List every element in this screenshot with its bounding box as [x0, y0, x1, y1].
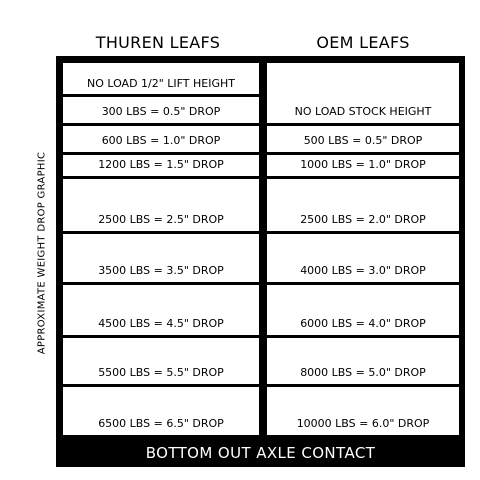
thuren-cell-text: 300 LBS = 0.5" DROP	[101, 105, 221, 118]
thuren-cell	[63, 285, 259, 335]
weight-drop-table	[56, 56, 465, 467]
thuren-cell	[63, 387, 259, 435]
approximate-weight-drop-label: APPROXIMATE WEIGHT DROP GRAPHIC	[36, 151, 48, 355]
oem-cell-text: NO LOAD STOCK HEIGHT	[294, 105, 432, 118]
oem-cell-text: 2500 LBS = 2.0" DROP	[300, 213, 426, 226]
oem-cell	[267, 387, 459, 435]
thuren-leafs-header: THUREN LEAFS	[95, 33, 221, 52]
thuren-cell-text: 3500 LBS = 3.5" DROP	[98, 264, 224, 277]
thuren-cell-text: 4500 LBS = 4.5" DROP	[98, 317, 224, 330]
oem-cell-text: 8000 LBS = 5.0" DROP	[300, 366, 426, 379]
bottom-out-axle-contact-banner: BOTTOM OUT AXLE CONTACT	[145, 443, 376, 462]
oem-cell-text: 1000 LBS = 1.0" DROP	[300, 158, 426, 171]
oem-cell-text: 6000 LBS = 4.0" DROP	[300, 317, 426, 330]
oem-leafs-header: OEM LEAFS	[316, 33, 410, 52]
thuren-cell-text: 600 LBS = 1.0" DROP	[101, 134, 221, 147]
oem-cell	[267, 179, 459, 231]
thuren-cell-text: 6500 LBS = 6.5" DROP	[98, 417, 224, 430]
thuren-cell	[63, 234, 259, 282]
oem-cell	[267, 126, 459, 152]
thuren-cell	[63, 179, 259, 231]
oem-cell-text: 4000 LBS = 3.0" DROP	[300, 264, 426, 277]
thuren-cell	[63, 126, 259, 152]
oem-cell	[267, 155, 459, 176]
thuren-cell	[63, 63, 259, 94]
thuren-cell-text: 5500 LBS = 5.5" DROP	[98, 366, 224, 379]
oem-cell	[267, 338, 459, 384]
oem-cell	[267, 285, 459, 335]
thuren-cell	[63, 97, 259, 123]
thuren-cell-text: NO LOAD 1/2" LIFT HEIGHT	[86, 77, 236, 90]
thuren-cell-text: 2500 LBS = 2.5" DROP	[98, 213, 224, 226]
oem-cell	[267, 234, 459, 282]
oem-cell	[267, 63, 459, 123]
thuren-cell-text: 1200 LBS = 1.5" DROP	[98, 158, 224, 171]
oem-cell-text: 500 LBS = 0.5" DROP	[303, 134, 423, 147]
oem-cell-text: 10000 LBS = 6.0" DROP	[296, 417, 430, 430]
thuren-cell	[63, 155, 259, 176]
thuren-cell	[63, 338, 259, 384]
